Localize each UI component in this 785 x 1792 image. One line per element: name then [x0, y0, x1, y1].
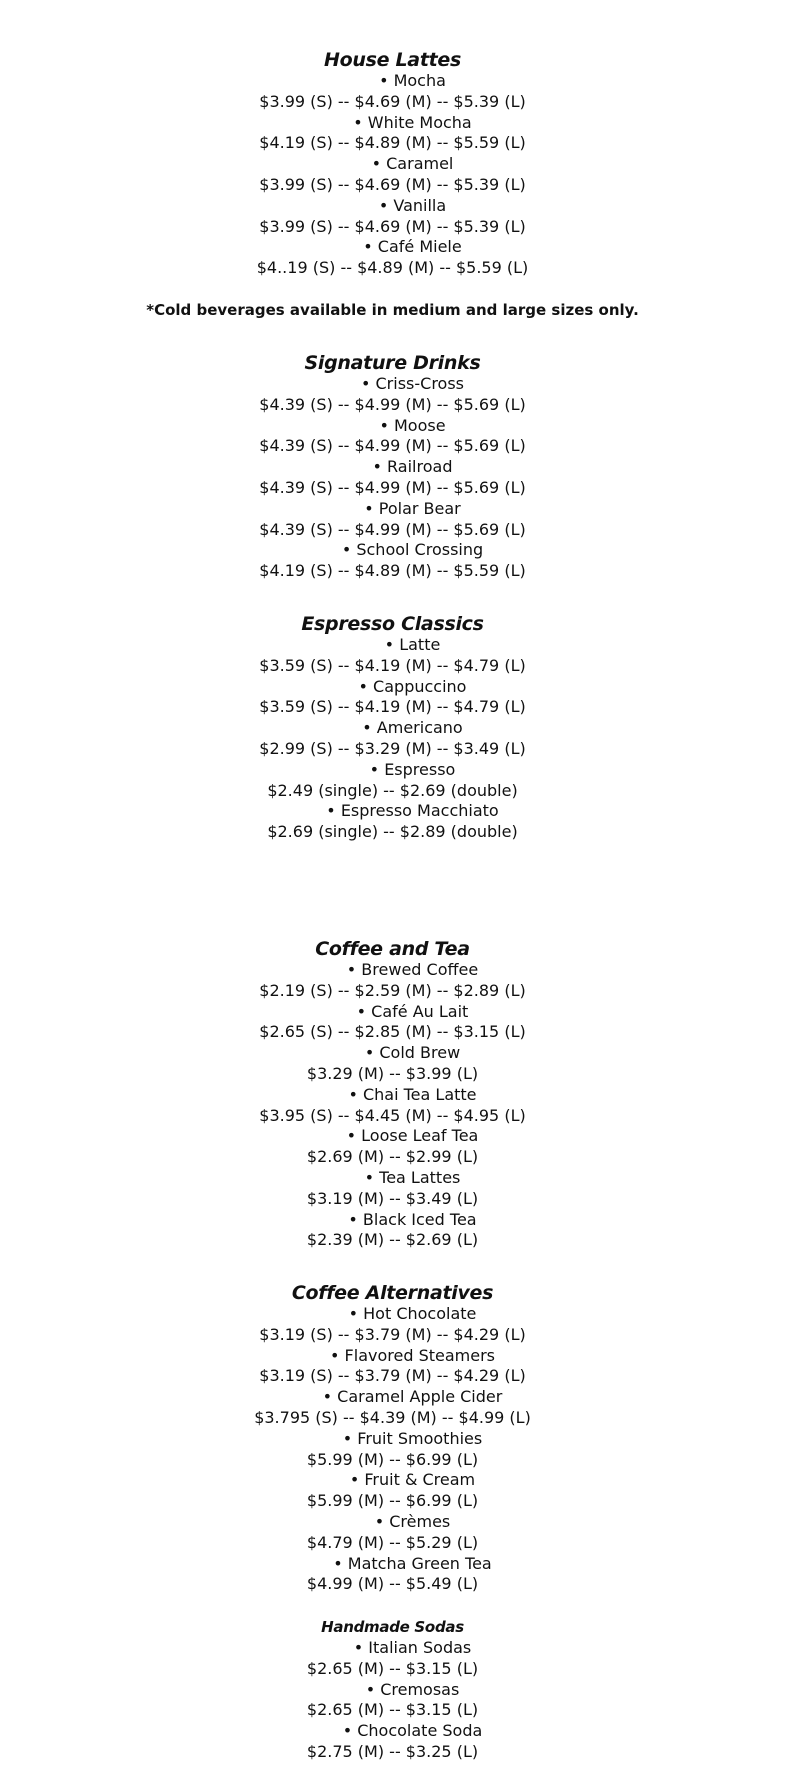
item-price: $3.99 (S) -- $4.69 (M) -- $5.39 (L): [259, 174, 526, 194]
item-name: • Caramel: [371, 154, 454, 174]
item-price: $3.19 (S) -- $3.79 (M) -- $4.29 (L): [259, 1366, 526, 1386]
item-name: • Latte: [384, 635, 441, 654]
item-price: $4.99 (M) -- $5.49 (L): [306, 1574, 479, 1594]
item-price: $3.19 (S) -- $3.79 (M) -- $4.29 (L): [259, 1324, 526, 1344]
item-name: • Cremosas: [365, 1679, 460, 1699]
item-price: $3.795 (S) -- $4.39 (M) -- $4.99 (L): [254, 1407, 531, 1427]
item-price: $4.79 (M) -- $5.29 (L): [306, 1532, 479, 1552]
item-price: $2.39 (M) -- $2.69 (L): [306, 1230, 479, 1250]
item-price: $3.59 (S) -- $4.19 (M) -- $4.79 (L): [259, 655, 526, 675]
item-price: $2.49 (single) -- $2.69 (double): [267, 780, 518, 800]
item-name: • Railroad: [372, 457, 453, 477]
item-name: • Hot Chocolate: [348, 1304, 477, 1323]
item-name: • Café Miele: [363, 237, 462, 257]
item-name: • Brewed Coffee: [346, 960, 479, 979]
item-price: $2.65 (S) -- $2.85 (M) -- $3.15 (L): [259, 1022, 526, 1042]
item-price: $5.99 (M) -- $6.99 (L): [306, 1491, 479, 1511]
item-name: • Chai Tea Latte: [348, 1084, 477, 1104]
item-name: • Americano: [362, 718, 463, 738]
item-name: • Fruit Smoothies: [342, 1428, 483, 1448]
item-name: • School Crossing: [341, 540, 484, 560]
item-price: $2.75 (M) -- $3.25 (L): [306, 1741, 479, 1761]
item-price: $4.39 (S) -- $4.99 (M) -- $5.69 (L): [259, 477, 526, 497]
item-name: • Espresso: [369, 759, 456, 779]
item-name: • Crèmes: [374, 1511, 451, 1531]
item-name: • Polar Bear: [364, 498, 461, 518]
item-name: • Loose Leaf Tea: [346, 1126, 479, 1146]
item-name: • Fruit & Cream: [349, 1470, 476, 1490]
item-price: $2.99 (S) -- $3.29 (M) -- $3.49 (L): [259, 738, 526, 758]
section-title: Coffee Alternatives: [291, 1282, 494, 1304]
item-price: $3.99 (S) -- $4.69 (M) -- $5.39 (L): [259, 91, 526, 111]
item-name: • Caramel Apple Cider: [322, 1387, 503, 1407]
section-title: Espresso Classics: [301, 613, 484, 635]
item-price: $2.69 (M) -- $2.99 (L): [306, 1147, 479, 1167]
section-signature-drinks: [0, 352, 785, 582]
item-name: • Moose: [379, 415, 446, 435]
item-name: • Matcha Green Tea: [333, 1553, 492, 1573]
item-name: • Café Au Lait: [356, 1001, 469, 1021]
item-price: $3.95 (S) -- $4.45 (M) -- $4.95 (L): [259, 1105, 526, 1125]
item-price: $4.39 (S) -- $4.99 (M) -- $5.69 (L): [259, 394, 526, 414]
item-price: $2.69 (single) -- $2.89 (double): [267, 822, 518, 842]
item-name: • Mocha: [379, 71, 446, 90]
section-title: House Lattes: [324, 49, 461, 71]
item-price: $2.65 (M) -- $3.15 (L): [306, 1700, 479, 1720]
item-price: $2.65 (M) -- $3.15 (L): [306, 1658, 479, 1678]
item-name: • Cold Brew: [364, 1043, 461, 1063]
item-name: • Criss-Cross: [360, 374, 465, 393]
item-price: $3.99 (S) -- $4.69 (M) -- $5.39 (L): [259, 216, 526, 236]
item-name: • Espresso Macchiato: [326, 801, 499, 821]
section-handmade-sodas: [0, 1616, 785, 1763]
item-price: $4..19 (S) -- $4.89 (M) -- $5.59 (L): [256, 258, 529, 278]
item-price: $4.39 (S) -- $4.99 (M) -- $5.69 (L): [259, 519, 526, 539]
item-name: • Italian Sodas: [353, 1638, 472, 1657]
item-price: $4.19 (S) -- $4.89 (M) -- $5.59 (L): [259, 133, 526, 153]
section-title: Signature Drinks: [304, 352, 481, 374]
item-name: • Tea Lattes: [364, 1167, 461, 1187]
item-name: • Chocolate Soda: [342, 1721, 483, 1741]
section-coffee-alternatives: [0, 1282, 785, 1595]
item-price: $5.99 (M) -- $6.99 (L): [306, 1449, 479, 1469]
item-price: $2.19 (S) -- $2.59 (M) -- $2.89 (L): [259, 980, 526, 1000]
item-price: $3.19 (M) -- $3.49 (L): [306, 1188, 479, 1208]
item-name: • Vanilla: [378, 195, 447, 215]
item-price: $4.19 (S) -- $4.89 (M) -- $5.59 (L): [259, 561, 526, 581]
item-name: • Black Iced Tea: [348, 1209, 477, 1229]
section-coffee-and-tea: [0, 938, 785, 1251]
item-price: $3.29 (M) -- $3.99 (L): [306, 1063, 479, 1083]
section-house-lattes: [0, 49, 785, 279]
item-price: $3.59 (S) -- $4.19 (M) -- $4.79 (L): [259, 697, 526, 717]
item-name: • Cappuccino: [358, 676, 467, 696]
cold-beverages-note: *Cold beverages available in medium and large sizes only.: [146, 301, 639, 319]
item-name: • Flavored Steamers: [330, 1345, 495, 1365]
item-name: • White Mocha: [353, 112, 472, 132]
section-title: Coffee and Tea: [315, 938, 470, 960]
section-espresso-classics: [0, 613, 785, 843]
section-title: Handmade Sodas: [321, 1618, 464, 1636]
item-price: $4.39 (S) -- $4.99 (M) -- $5.69 (L): [259, 436, 526, 456]
